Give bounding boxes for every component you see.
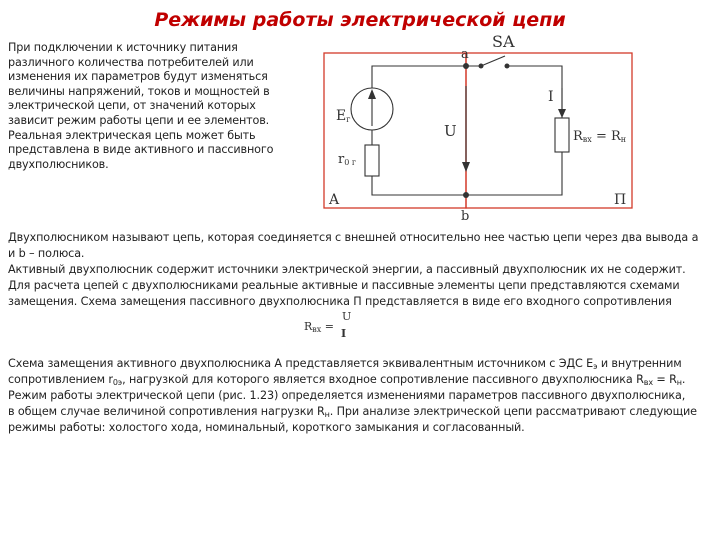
switch-blade <box>481 56 505 66</box>
node-a-label: a <box>461 47 469 62</box>
formula-equals: = <box>321 320 335 333</box>
text-line: Для расчета цепей с двухполюсниками реальные активные и пассивные элементы цепи представляются схемами <box>8 279 680 292</box>
passive-right-wire <box>466 66 562 195</box>
switch-contact <box>505 64 510 69</box>
formula-lhs-subscript: вх <box>312 325 322 334</box>
internal-resistance-label: r0 г <box>338 152 357 167</box>
text-line: Режим работы электрической цепи (рис. 1.23) определяется изменениями параметров пассивного двухполюсника, <box>8 389 686 402</box>
subscript: э <box>593 362 598 371</box>
text-line: Активный двухполюсник содержит источники электрической энергии, а пассивный двухполюсник их не содержит. <box>8 263 686 276</box>
load-sub-n: н <box>620 135 627 144</box>
terminal-b-dot <box>463 192 469 198</box>
subscript: 0э <box>112 378 123 387</box>
circuit-diagram <box>0 0 720 230</box>
emf-label: Eг <box>336 108 351 124</box>
page-title: Режимы работы электрической цепи <box>154 9 566 31</box>
intro-line: При подключении к источнику питания <box>8 41 238 54</box>
subscript: н <box>676 378 682 387</box>
formula-denominator: I <box>341 327 347 340</box>
text-line: режимы работы: холостого хода, номинальный, короткого замыкания и согласованный. <box>8 421 525 434</box>
intro-line: различного количества потребителей или <box>8 55 254 69</box>
text-line: Схема замещения активного двухполюсника А представляется эквивалентным источником с ЭДС $Е_э$ и внутренним <box>8 357 682 371</box>
load-resistance-label: Rвх = Rн <box>573 129 627 144</box>
definition-paragraph <box>8 230 716 310</box>
active-block-label: A <box>329 192 340 208</box>
text-line: Двухполюсником называют цепь, которая соединяется с внешней относительно нее частью цепи через два вывода а <box>8 231 699 244</box>
intro-line: Реальная электрическая цепь может быть <box>8 128 256 142</box>
switch-label: SA <box>492 32 515 51</box>
text-line: и b – полюса. <box>8 247 85 260</box>
node-b-label: b <box>461 209 470 224</box>
current-label: I <box>548 89 554 105</box>
text-line: замещения. Схема замещения пассивного двухполюсника П представляется в виде его входного сопротивления <box>8 295 672 308</box>
internal-resistor <box>365 145 379 176</box>
r0-subscript: 0 г <box>344 158 357 167</box>
intro-line: двухполюсников. <box>8 157 109 171</box>
intro-line: величины напряжений, токов и мощностей в <box>8 84 270 98</box>
text-line: сопротивлением $r_{0э}$, нагрузкой для которого является входное сопротивление пассивного двухполюсника $R_{вх} = R_н$. <box>8 373 686 387</box>
load-resistor <box>555 118 569 152</box>
load-sub-in: вх <box>582 135 592 144</box>
current-arrowhead <box>558 109 566 118</box>
formula-lhs: $R_{вх}$ = <box>304 320 335 334</box>
intro-line: представлена в виде активного и пассивного <box>8 143 274 157</box>
intro-line: электрической цепи, от значений которых <box>8 99 256 113</box>
formula-numerator: U <box>342 310 352 323</box>
emf-arrowhead <box>368 89 376 99</box>
input-resistance-formula <box>300 310 370 344</box>
text-line: в общем случае величиной сопротивления нагрузки $R_н$. При анализе электрической цепи рассматривают следующие <box>8 405 697 419</box>
subscript: н <box>324 410 330 419</box>
load-equals: = R <box>591 129 621 144</box>
subscript: вх <box>643 378 653 387</box>
terminal-a-dot <box>463 63 469 69</box>
voltage-label: U <box>444 122 457 140</box>
voltage-arrowhead <box>462 162 470 172</box>
emf-subscript: г <box>346 115 351 124</box>
intro-line: зависит режим работы цепи и ее элементов. <box>8 113 270 127</box>
intro-line: изменения их параметров будут изменяться <box>8 70 268 84</box>
replacement-scheme-paragraph <box>8 356 716 436</box>
switch-contact <box>479 64 484 69</box>
passive-block-label: П <box>614 192 627 208</box>
